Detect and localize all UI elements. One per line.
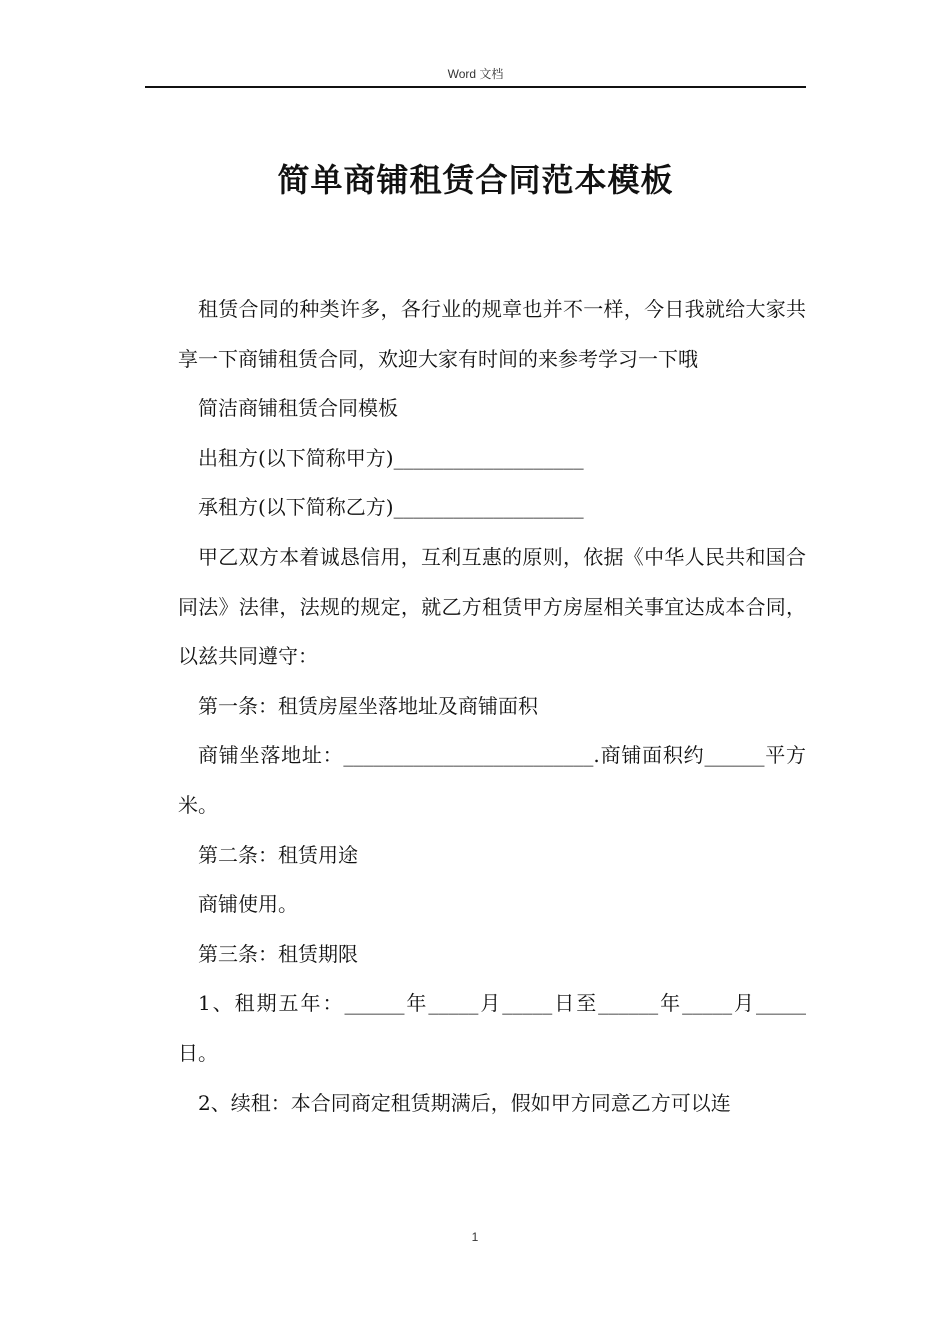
- lessor-line: 出租方(以下简称甲方)___________________: [198, 445, 584, 470]
- lease-term-line: 1、租期五年：______年_____月_____日至______年_____月_____日。: [178, 991, 806, 1065]
- renewal-line: 2、续租：本合同商定租赁期满后，假如甲方同意乙方可以连: [198, 1090, 731, 1115]
- header-divider: [145, 86, 806, 88]
- page-number: 1: [471, 1230, 479, 1244]
- intro-paragraph: 租赁合同的种类许多，各行业的规章也并不一样，今日我就给大家共享一下商铺租赁合同，欢迎大家有时间的来参考学习一下哦: [178, 297, 806, 371]
- article-1-heading: 第一条：租赁房屋坐落地址及商铺面积: [198, 693, 538, 718]
- lessee-line: 承租方(以下简称乙方)___________________: [198, 495, 584, 520]
- contract-heading: 简洁商铺租赁合同模板: [198, 396, 398, 421]
- document-title: 简单商铺租赁合同范本模板: [277, 161, 674, 199]
- preamble-paragraph: 甲乙双方本着诚恳信用，互利互惠的原则，依据《中华人民共和国合同法》法律，法规的规定，就乙方租赁甲方房屋相关事宜达成本合同，以兹共同遵守：: [178, 544, 806, 669]
- usage-line: 商铺使用。: [198, 892, 298, 917]
- page-header-label: Word 文档: [447, 67, 504, 81]
- shop-address-line: 商铺坐落地址：_________________________.商铺面积约______平方米。: [178, 743, 806, 817]
- document-body: [178, 285, 806, 1128]
- article-2-heading: 第二条：租赁用途: [198, 842, 358, 867]
- article-3-heading: 第三条：租赁期限: [198, 941, 358, 966]
